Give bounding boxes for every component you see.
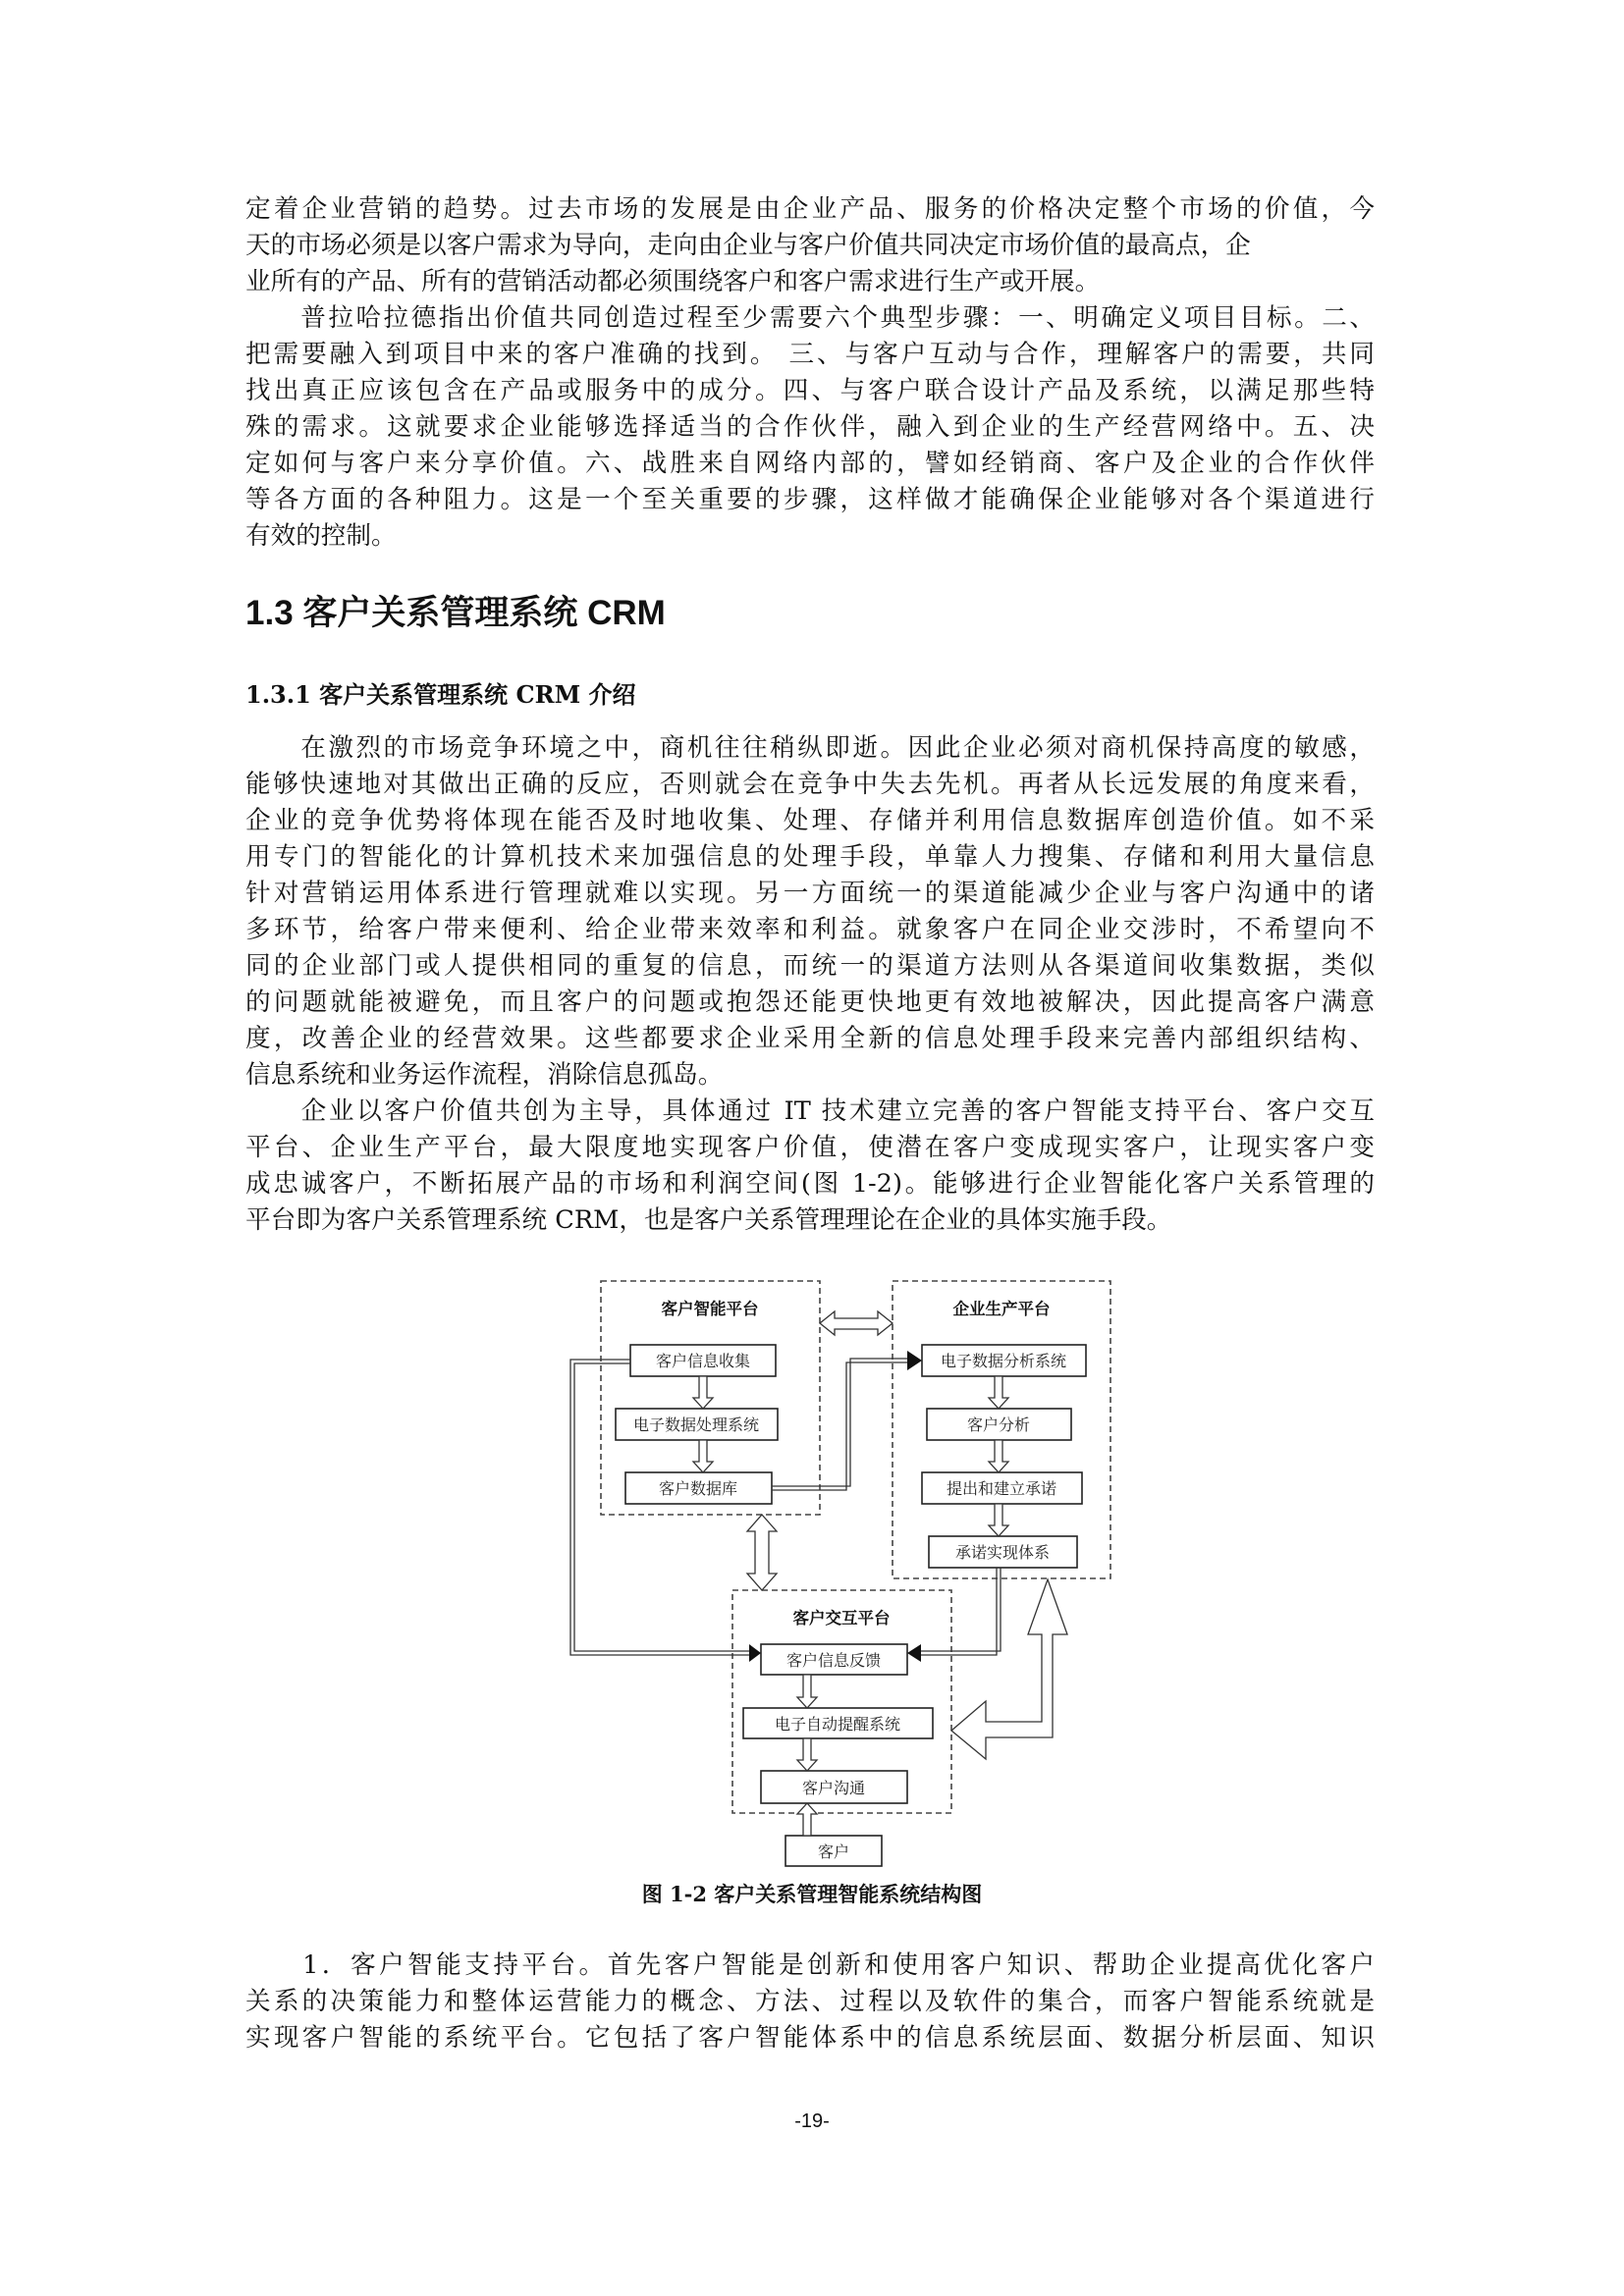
text-line: 度，改善企业的经营效果。这些都要求企业采用全新的信息处理手段来完善内部组织结构、 (245, 1024, 1375, 1053)
down-arrow-icon (989, 1376, 1008, 1409)
text-line: 企业以客户价值共创为主导，具体通过 IT 技术建立完善的客户智能支持平台、客户交互 (245, 1096, 1375, 1126)
text-line: 定如何与客户来分享价值。六、战胜来自网络内部的，譬如经销商、客户及企业的合作伙伴 (245, 449, 1375, 478)
section-heading: 1.3 客户关系管理系统 CRM (245, 594, 666, 632)
down-arrow-icon (797, 1738, 817, 1771)
text-line: 的问题就能被避免，而且客户的问题或抱怨还能更快地更有效地被解决，因此提高客户满意 (245, 988, 1375, 1017)
text-line: 成忠诚客户，不断拓展产品的市场和利润空间(图 1-2)。能够进行企业智能化客户关系管理的 (245, 1169, 1375, 1199)
node-label: 电子数据处理系统 (632, 1415, 760, 1434)
interaction-platform-title: 客户交互平台 (792, 1609, 891, 1628)
double-arrow-icon (820, 1311, 893, 1335)
text-line: 企业的竞争优势将体现在能否及时地收集、处理、存储并利用信息数据库创造价值。如不采 (245, 806, 1375, 835)
node-label: 客户信息收集 (655, 1352, 751, 1370)
text-line: 业所有的产品、所有的营销活动都必须围绕客户和客户需求进行生产或开展。 (245, 267, 1101, 296)
intelligence-platform-title: 客户智能平台 (661, 1300, 759, 1318)
up-arrow-icon (797, 1803, 817, 1836)
text-line: 有效的控制。 (245, 521, 397, 551)
text-line: 在激烈的市场竞争环境之中，商机往往稍纵即逝。因此企业必须对商机保持高度的敏感， (245, 733, 1375, 763)
down-arrow-icon (693, 1376, 713, 1409)
page-number: -19- (794, 2110, 830, 2132)
node-label: 电子数据分析系统 (940, 1352, 1067, 1370)
down-arrow-icon (989, 1504, 1008, 1536)
text-line: 把需要融入到项目中来的客户准确的找到。 三、与客户互动与合作，理解客户的需要，共同 (245, 340, 1375, 369)
connector-line (772, 1359, 908, 1486)
text-line: 天的市场必须是以客户需求为导向，走向由企业与客户价值共同决定市场价值的最高点，企 (245, 231, 1251, 260)
text-line: 实现客户智能的系统平台。它包括了客户智能体系中的信息系统层面、数据分析层面、知识 (245, 2023, 1375, 2053)
node-label: 客户信息反馈 (785, 1651, 882, 1670)
down-arrow-icon (797, 1675, 817, 1708)
connector-line (570, 1360, 749, 1655)
node-label: 客户分析 (966, 1415, 1031, 1434)
text-line: 多环节，给客户带来便利、给企业带来效率和利益。就象客户在同企业交涉时，不希望向不 (245, 915, 1375, 944)
node-label: 承诺实现体系 (954, 1543, 1051, 1562)
down-arrow-icon (989, 1440, 1008, 1472)
text-line: 殊的需求。这就要求企业能够选择适当的合作伙伴，融入到企业的生产经营网络中。五、决 (245, 412, 1375, 442)
customer-label: 客户 (817, 1842, 850, 1861)
node-label: 提出和建立承诺 (946, 1479, 1057, 1498)
text-line: 关系的决策能力和整体运营能力的概念、方法、过程以及软件的集合，而客户智能系统就是 (245, 1987, 1375, 2016)
text-line: 能够快速地对其做出正确的反应，否则就会在竞争中失去先机。再者从长远发展的角度来看， (245, 770, 1375, 799)
double-arrow-icon (747, 1515, 777, 1590)
node-label: 客户沟通 (801, 1779, 866, 1797)
text-line: 平台、企业生产平台，最大限度地实现客户价值，使潜在客户变成现实客户，让现实客户变 (245, 1133, 1375, 1162)
connector-line (921, 1568, 1001, 1651)
arrowhead-icon (907, 1644, 921, 1662)
text-line: 等各方面的各种阻力。这是一个至关重要的步骤，这样做才能确保企业能够对各个渠道进行 (245, 485, 1375, 514)
figure-caption: 图 1-2 客户关系管理智能系统结构图 (641, 1882, 983, 1906)
text-line: 信息系统和业务运作流程，消除信息孤岛。 (245, 1060, 724, 1090)
flow-arrows (693, 1311, 1067, 1836)
connector-line (772, 1362, 908, 1490)
node-label: 电子自动提醒系统 (774, 1715, 901, 1734)
down-arrow-icon (693, 1440, 713, 1472)
text-line: 找出真正应该包含在产品或服务中的成分。四、与客户联合设计产品及系统，以满足那些特 (245, 376, 1375, 405)
node-label: 客户数据库 (658, 1479, 738, 1498)
text-line: 针对营销运用体系进行管理就难以实现。另一方面统一的渠道能减少企业与客户沟通中的诸 (245, 879, 1375, 908)
text-line: 定着企业营销的趋势。过去市场的发展是由企业产品、服务的价格决定整个市场的价值，今 (245, 194, 1375, 224)
subsection-heading: 1.3.1 客户关系管理系统 CRM 介绍 (245, 680, 636, 709)
connector-lines (570, 1359, 1001, 1655)
text-line: 用专门的智能化的计算机技术来加强信息的处理手段，单靠人力搜集、存储和利用大量信息 (245, 842, 1375, 872)
arrowhead-icon (907, 1351, 922, 1370)
arrowhead-icon (749, 1644, 761, 1662)
production-platform-title: 企业生产平台 (952, 1300, 1051, 1318)
text-line: 同的企业部门或人提供相同的重复的信息，而统一的渠道方法则从各渠道间收集数据，类似 (245, 951, 1375, 981)
connector-line (921, 1568, 997, 1655)
text-line: 平台即为客户关系管理系统 CRM，也是客户关系管理理论在企业的具体实施手段。 (245, 1205, 1172, 1235)
text-line: 普拉哈拉德指出价值共同创造过程至少需要六个典型步骤：一、明确定义项目目标。二、 (245, 303, 1375, 333)
feedback-elbow-arrow-icon (951, 1579, 1067, 1759)
text-line: 1．客户智能支持平台。首先客户智能是创新和使用客户知识、帮助企业提高优化客户 (245, 1950, 1375, 1980)
